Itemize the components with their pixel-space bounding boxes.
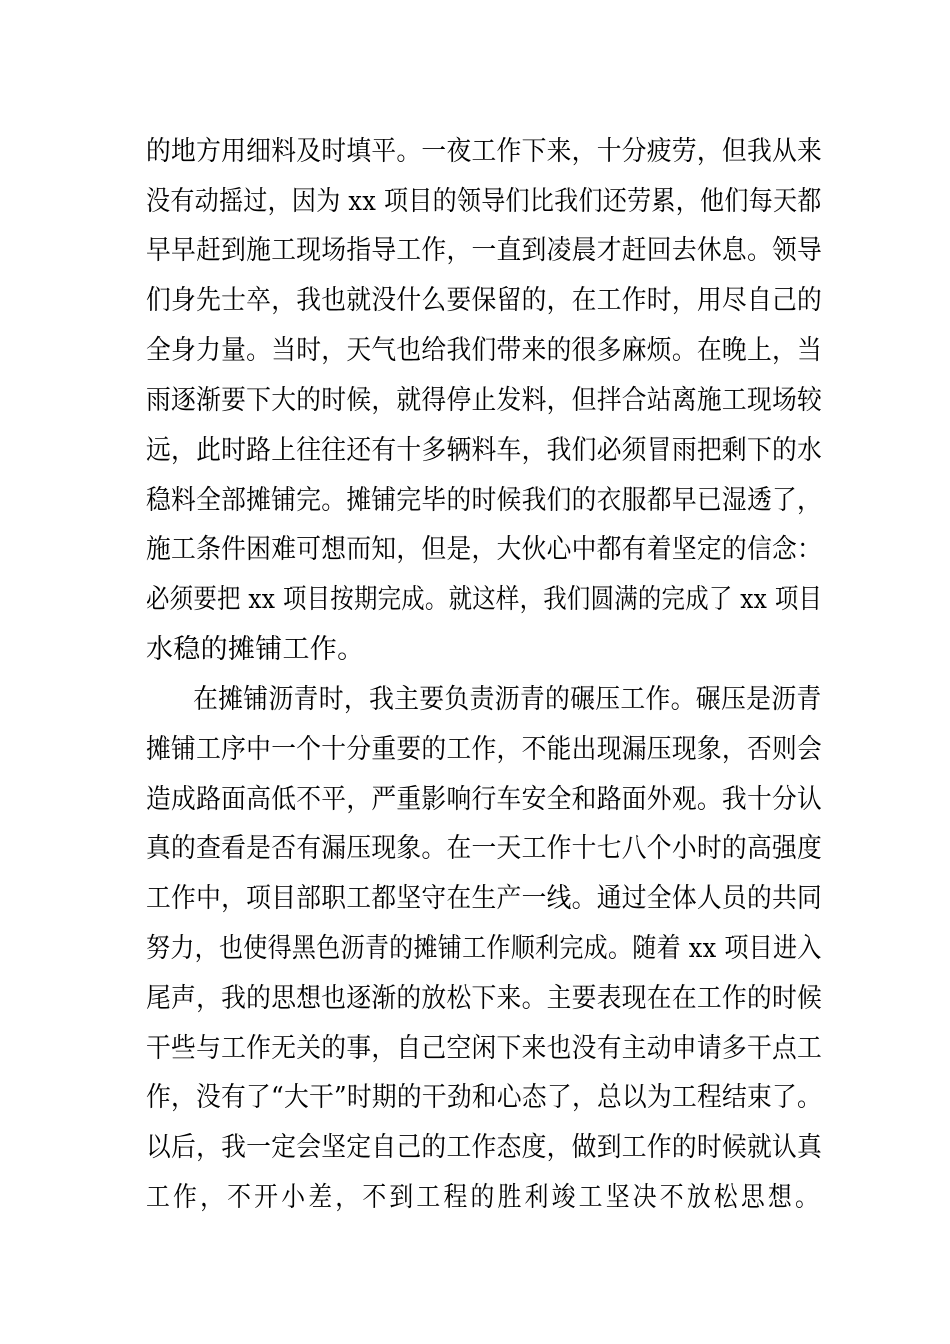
text-line: 工作，不开小差，不到工程的胜利竣工坚决不放松思想。: [146, 1182, 823, 1213]
text-line: 摊铺工序中一个十分重要的工作，不能出现漏压现象，否则会: [146, 734, 823, 765]
text-line: 没有动摇过，因为 xx 项目的领导们比我们还劳累，他们每天都: [146, 186, 822, 217]
text-line-first: 在摊铺沥青时，我主要负责沥青的碾压工作。碾压是沥青: [193, 684, 822, 715]
text-line: 工作中，项目部职工都坚守在生产一线。通过全体人员的共同: [146, 883, 823, 914]
text-line: 必须要把 xx 项目按期完成。就这样，我们圆满的完成了 xx 项目: [146, 584, 823, 615]
text-line: 全身力量。当时，天气也给我们带来的很多麻烦。在晚上，当: [146, 335, 823, 366]
text-line: 以后，我一定会坚定自己的工作态度，做到工作的时候就认真: [146, 1132, 823, 1163]
text-line: 水稳的摊铺工作。: [146, 634, 365, 665]
text-line: 远，此时路上往往还有十多辆料车，我们必须冒雨把剩下的水: [146, 435, 823, 466]
text-line: 努力，也使得黑色沥青的摊铺工作顺利完成。随着 xx 项目进入: [146, 933, 822, 964]
text-line: 施工条件困难可想而知，但是，大伙心中都有着坚定的信念：: [146, 534, 823, 565]
text-line: 干些与工作无关的事，自己空闲下来也没有主动申请多干点工: [146, 1033, 823, 1064]
text-line: 尾声，我的思想也逐渐的放松下来。主要表现在在工作的时候: [146, 983, 823, 1014]
text-line: 稳料全部摊铺完。摊铺完毕的时候我们的衣服都早已湿透了，: [146, 485, 823, 516]
text-line: 们身先士卒，我也就没什么要保留的，在工作时，用尽自己的: [146, 285, 823, 316]
text-line: 的地方用细料及时填平。一夜工作下来，十分疲劳，但我从来: [146, 136, 823, 167]
text-line: 雨逐渐要下大的时候，就得停止发料，但拌合站离施工现场较: [146, 385, 823, 416]
text-line: 造成路面高低不平，严重影响行车安全和路面外观。我十分认: [146, 784, 823, 815]
text-line: 真的查看是否有漏压现象。在一天工作十七八个小时的高强度: [146, 833, 823, 864]
text-line: 早早赶到施工现场指导工作，一直到凌晨才赶回去休息。领导: [146, 235, 823, 266]
text-line: 作，没有了“大干”时期的干劲和心态了，总以为工程结束了。: [146, 1082, 823, 1113]
